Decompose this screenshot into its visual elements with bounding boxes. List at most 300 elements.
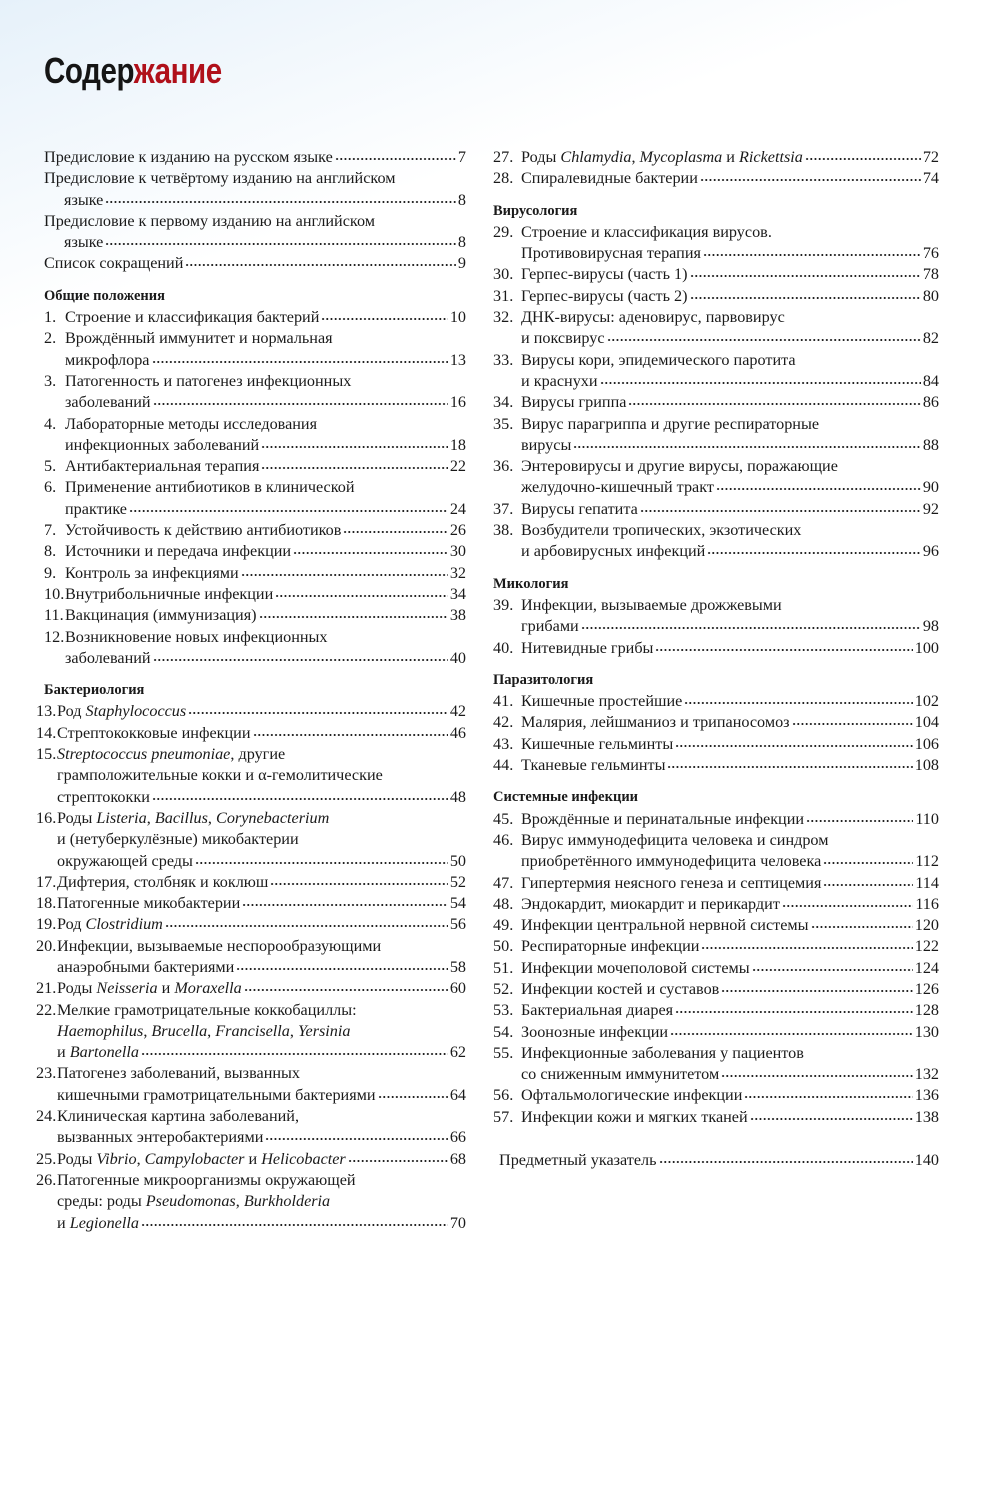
section-heading: Системные инфекции: [493, 789, 639, 806]
line-text: кишечными грамотрицательными бактериями: [57, 1085, 376, 1104]
line-text: Нитевидные грибы: [521, 638, 654, 657]
dot-leader: [165, 914, 448, 928]
page-number: 116: [915, 894, 939, 913]
entry-line: [521, 499, 939, 520]
dot-leader: [185, 253, 456, 267]
toc-entry[interactable]: [44, 307, 466, 328]
line-text: Возбудители тропических, экзотических: [521, 521, 802, 540]
entry-text: [521, 691, 939, 712]
page-number: 64: [449, 1085, 466, 1104]
page-number: 84: [922, 371, 939, 390]
entry-line: [65, 414, 466, 435]
page-number: 72: [922, 148, 939, 166]
line-text: Герпес-вирусы (часть 2): [521, 286, 688, 305]
dot-leader: [253, 723, 448, 737]
entry-number: 15.: [36, 745, 57, 764]
entry-number: 43.: [493, 734, 514, 753]
line-text: Вирус иммунодефицита человека и синдром: [521, 830, 829, 849]
page-number: 26: [449, 521, 466, 540]
toc-entry[interactable]: [493, 734, 939, 755]
line-text: Инфекционные заболевания у пациентов: [521, 1043, 804, 1062]
toc-entry[interactable]: [493, 147, 939, 168]
latin-genus-name: Listeria: [96, 808, 147, 827]
line-text: Роды Vibrio, Campylobacter и Helicobacter: [57, 1149, 346, 1168]
toc-entry[interactable]: [493, 222, 939, 265]
latin-genus-name: Clostridium: [85, 915, 163, 934]
entry-text: [521, 915, 939, 936]
toc-entry[interactable]: [493, 1107, 939, 1128]
toc-entry[interactable]: [36, 723, 466, 744]
dot-leader: [152, 787, 448, 801]
toc-entry[interactable]: [493, 499, 939, 520]
entry-line: [65, 605, 466, 626]
page-number: 18: [449, 435, 466, 454]
dot-leader: [244, 978, 448, 992]
entry-text: [521, 350, 939, 393]
dot-leader: [321, 307, 447, 321]
toc-entry[interactable]: [36, 936, 466, 979]
toc-entry[interactable]: [44, 477, 466, 520]
entry-line: [65, 499, 466, 520]
dot-leader: [752, 958, 913, 972]
entry-text: [65, 307, 466, 328]
entry-text: [65, 328, 466, 371]
line-text: Врождённый иммунитет и нормальная: [65, 329, 333, 348]
page-number: 138: [914, 1107, 939, 1126]
page-number: 34: [449, 584, 466, 603]
page-number: 8: [457, 233, 466, 252]
latin-genus-name: Brucella: [151, 1021, 208, 1040]
line-text: Роды Neisseria и Moraxella: [57, 979, 242, 998]
section-heading: Микология: [493, 575, 569, 592]
toc-entry[interactable]: [44, 520, 466, 541]
entry-line: [57, 1042, 466, 1063]
toc-entry[interactable]: [493, 1043, 939, 1086]
line-text: Лабораторные методы исследования: [65, 414, 318, 433]
entry-line: [521, 435, 939, 456]
line-text: Спиралевидные бактерии: [521, 169, 698, 188]
entry-number: 26.: [36, 1170, 57, 1189]
dot-leader: [153, 392, 448, 406]
entry-text: [521, 734, 939, 755]
page-number: 140: [914, 1151, 939, 1170]
entry-text: [57, 872, 466, 893]
toc-entry[interactable]: [36, 701, 466, 722]
line-text: Инфекции центральной нервной системы: [521, 916, 809, 935]
toc-left-column: [36, 147, 466, 1234]
page-number: 46: [449, 723, 466, 742]
toc-entry[interactable]: [493, 286, 939, 307]
entry-line: [57, 1191, 466, 1212]
entry-line: [521, 222, 939, 243]
dot-leader: [721, 979, 912, 993]
entry-line: [65, 563, 466, 584]
entry-number: 40.: [493, 638, 514, 657]
toc-entry[interactable]: [44, 253, 466, 274]
toc-entry[interactable]: [44, 211, 466, 254]
toc-entry[interactable]: [36, 978, 466, 999]
entry-text: [521, 809, 939, 830]
entry-line: [65, 477, 466, 498]
toc-entry[interactable]: [493, 936, 939, 957]
line-text: Энтеровирусы и другие вирусы, поражающие: [521, 457, 838, 476]
line-text: Кишечные гельминты: [521, 734, 674, 753]
entry-line: [44, 147, 466, 168]
page-number: 24: [449, 499, 466, 518]
page-number: 70: [449, 1213, 466, 1232]
entry-text: [521, 1085, 939, 1106]
dot-leader: [141, 1042, 448, 1056]
entry-line: [521, 595, 939, 616]
page-number: 7: [457, 148, 466, 166]
entry-text: [521, 264, 939, 285]
entry-text: [521, 1000, 939, 1021]
entry-number: 36.: [493, 457, 514, 476]
entry-line: [57, 957, 466, 978]
entry-line: [65, 584, 466, 605]
entry-text: [499, 1150, 939, 1171]
toc-entry[interactable]: [36, 1170, 466, 1234]
entry-number: 33.: [493, 350, 514, 369]
line-text: Род Staphylococcus: [57, 702, 187, 721]
toc-entry[interactable]: [493, 638, 939, 659]
page-number: 90: [922, 478, 939, 497]
entry-line: [57, 1085, 466, 1106]
entry-number: 19.: [36, 915, 57, 934]
line-text: Строение и классификация бактерий: [65, 308, 320, 327]
entry-number: 6.: [44, 478, 57, 497]
entry-line: [521, 168, 939, 189]
page-number: 42: [449, 702, 466, 721]
entry-text: [57, 893, 466, 914]
entry-text: [521, 286, 939, 307]
line-text: желудочно-кишечный тракт: [521, 478, 714, 497]
line-text: ДНК-вирусы: аденовирус, парвовирус: [521, 308, 785, 327]
line-text: Род Clostridium: [57, 915, 163, 934]
line-text: Внутрибольничные инфекции: [65, 584, 274, 603]
entry-text: [521, 1107, 939, 1128]
entry-text: [521, 830, 939, 873]
entry-line: [65, 627, 466, 648]
entry-line: [57, 829, 466, 850]
line-text: Возникновение новых инфекционных: [65, 627, 328, 646]
dot-leader: [270, 872, 447, 886]
line-text: Инфекции мочеполовой системы: [521, 958, 750, 977]
toc-entry[interactable]: [493, 392, 939, 413]
toc-entry[interactable]: [493, 1085, 939, 1106]
line-text: вызванных энтеробактериями: [57, 1128, 264, 1147]
page-number: 104: [914, 713, 939, 732]
line-text: Зоонозные инфекции: [521, 1022, 669, 1041]
entry-number: 17.: [36, 872, 57, 891]
line-text: грамположительные кокки и α-гемолитические: [57, 766, 383, 785]
toc-entry[interactable]: [36, 872, 466, 893]
line-text: Патогенез заболеваний, вызванных: [57, 1064, 300, 1083]
entry-number: 37.: [493, 499, 514, 518]
toc-entry[interactable]: [493, 712, 939, 733]
entry-text: [65, 371, 466, 414]
toc-entry[interactable]: [44, 627, 466, 670]
entry-line: [57, 1106, 466, 1127]
entry-number: 55.: [493, 1043, 514, 1062]
entry-line: [65, 328, 466, 349]
toc-entry[interactable]: [493, 1022, 939, 1043]
toc-entry[interactable]: [44, 541, 466, 562]
toc-entry[interactable]: [44, 414, 466, 457]
toc-entry[interactable]: [44, 147, 466, 168]
toc-entry[interactable]: [44, 328, 466, 371]
line-text: заболеваний: [65, 393, 151, 412]
page-title: [44, 50, 222, 92]
latin-genus-name: Pseudomonas: [145, 1192, 236, 1211]
entry-number: 41.: [493, 692, 514, 711]
entry-number: 9.: [44, 563, 57, 582]
toc-entry[interactable]: [36, 914, 466, 935]
toc-entry[interactable]: [493, 307, 939, 350]
entry-line: [57, 808, 466, 829]
toc-entry[interactable]: [493, 691, 939, 712]
toc-entry[interactable]: [493, 894, 939, 915]
entry-text: [57, 1170, 466, 1234]
entry-line: [57, 1000, 466, 1021]
toc-entry[interactable]: [493, 873, 939, 894]
dot-leader: [236, 957, 447, 971]
entry-text: [521, 1043, 939, 1086]
toc-entry[interactable]: [44, 371, 466, 414]
dot-leader: [261, 435, 448, 449]
entry-line: [521, 734, 939, 755]
dot-leader: [792, 712, 913, 726]
line-text: Источники и передача инфекции: [65, 542, 292, 561]
entry-number: 56.: [493, 1086, 514, 1105]
entry-line: [521, 851, 939, 872]
line-text: Респираторные инфекции: [521, 937, 700, 956]
entry-number: 1.: [44, 308, 57, 327]
entry-line: [521, 350, 939, 371]
entry-line: [521, 264, 939, 285]
page-number: 122: [914, 937, 939, 956]
toc-entry[interactable]: [493, 456, 939, 499]
dot-leader: [261, 456, 447, 470]
toc-entry[interactable]: [36, 744, 466, 808]
entry-line: [521, 328, 939, 349]
entry-text: [57, 701, 466, 722]
entry-text: [521, 222, 939, 265]
dot-leader: [242, 893, 448, 907]
section-heading: Паразитология: [493, 671, 594, 688]
entry-line: [521, 809, 939, 830]
toc-entry[interactable]: [44, 605, 466, 626]
entry-text: [521, 595, 939, 638]
page-number: 22: [449, 457, 466, 476]
toc-entry[interactable]: [44, 456, 466, 477]
page-number: 32: [449, 563, 466, 582]
line-text: Патогенные микобактерии: [57, 894, 241, 913]
page-number: 120: [914, 916, 939, 935]
latin-genus-name: Chlamydia: [560, 148, 632, 166]
entry-line: [521, 894, 939, 915]
latin-genus-name: Staphylococcus: [85, 702, 187, 721]
toc-entry[interactable]: [493, 958, 939, 979]
page-number: 30: [449, 542, 466, 561]
entry-line: [521, 371, 939, 392]
toc-entry[interactable]: [493, 830, 939, 873]
entry-text: [65, 414, 466, 457]
entry-text: [65, 605, 466, 626]
toc-entry[interactable]: [493, 350, 939, 393]
dot-leader: [659, 1150, 913, 1164]
entry-number: 29.: [493, 222, 514, 241]
line-text: Патогенность и патогенез инфекционных: [65, 371, 352, 390]
section-heading: Общие положения: [44, 287, 165, 304]
page-number: 102: [914, 692, 939, 711]
line-text: Список сокращений: [44, 254, 184, 273]
toc-entry[interactable]: [36, 1149, 466, 1170]
toc-entry[interactable]: [44, 168, 466, 211]
dot-leader: [188, 701, 448, 715]
entry-number: 27.: [493, 148, 514, 166]
line-text: Применение антибиотиков в клинической: [65, 478, 355, 497]
line-text: инфекционных заболеваний: [65, 435, 260, 454]
page-number: 86: [922, 393, 939, 412]
toc-entry[interactable]: [493, 595, 939, 638]
entry-line: [57, 1149, 466, 1170]
line-text: Предисловие к четвёртому изданию на английском: [44, 169, 396, 188]
entry-text: [521, 936, 939, 957]
entry-text: [57, 914, 466, 935]
entry-line: [521, 691, 939, 712]
entry-text: [44, 211, 466, 254]
dot-leader: [607, 328, 921, 342]
page-number: 60: [449, 979, 466, 998]
entry-number: 21.: [36, 979, 57, 998]
page-number: 92: [922, 499, 939, 518]
entry-text: [57, 1000, 466, 1064]
toc-entry[interactable]: [493, 755, 939, 776]
entry-text: [65, 520, 466, 541]
toc-entry[interactable]: [36, 1000, 466, 1064]
entry-line: [57, 893, 466, 914]
toc-entry[interactable]: [36, 808, 466, 872]
line-text: Устойчивость к действию антибиотиков: [65, 521, 342, 540]
toc-entry[interactable]: [493, 264, 939, 285]
dot-leader: [348, 1149, 448, 1163]
dot-leader: [703, 243, 921, 257]
dot-leader: [259, 605, 448, 619]
page-number: 8: [457, 190, 466, 209]
toc-entry[interactable]: [44, 584, 466, 605]
entry-line: [57, 701, 466, 722]
page-number: 132: [914, 1065, 939, 1084]
entry-text: [521, 520, 939, 563]
entry-number: 4.: [44, 414, 57, 433]
page-number: 76: [922, 244, 939, 263]
entry-number: 8.: [44, 542, 57, 561]
line-text: практике: [65, 499, 127, 518]
entry-text: [521, 1022, 939, 1043]
toc-entry[interactable]: [493, 168, 939, 189]
entry-number: 31.: [493, 286, 514, 305]
latin-genus-name: Mycoplasma: [639, 148, 723, 166]
entry-line: [521, 243, 939, 264]
page-number: 68: [449, 1149, 466, 1168]
line-text: стрептококки: [57, 787, 150, 806]
line-text: и Legionella: [57, 1213, 139, 1232]
page-number: 13: [449, 350, 466, 369]
toc-entry[interactable]: [44, 563, 466, 584]
entry-number: 38.: [493, 521, 514, 540]
dot-leader: [378, 1085, 448, 1099]
entry-text: [44, 147, 466, 168]
toc-entry[interactable]: [493, 979, 939, 1000]
toc-entry[interactable]: [493, 1000, 939, 1021]
toc-entry[interactable]: [36, 1106, 466, 1149]
entry-number: 46.: [493, 830, 514, 849]
entry-line: [57, 744, 466, 765]
page-number: 126: [914, 979, 939, 998]
entry-number: 28.: [493, 169, 514, 188]
line-text: Haemophilus, Brucella, Francisella, Yersinia: [57, 1021, 351, 1040]
entry-line: [521, 958, 939, 979]
entry-line: [499, 1150, 939, 1171]
line-text: Герпес-вирусы (часть 1): [521, 265, 688, 284]
latin-genus-name: Corynebacterium: [216, 808, 330, 827]
page-number: 98: [922, 617, 939, 636]
entry-line: [521, 1000, 939, 1021]
toc-entry[interactable]: [493, 414, 939, 457]
entry-line: [521, 1064, 939, 1085]
line-text: Контроль за инфекциями: [65, 563, 239, 582]
line-text: Строение и классификация вирусов.: [521, 222, 772, 241]
dot-leader: [811, 915, 913, 929]
toc-entry[interactable]: [493, 1150, 939, 1171]
entry-line: [521, 1022, 939, 1043]
entry-number: 13.: [36, 702, 57, 721]
entry-number: 11.: [44, 606, 64, 625]
entry-number: 35.: [493, 414, 514, 433]
entry-line: [521, 1043, 939, 1064]
toc-entry[interactable]: [493, 520, 939, 563]
dot-leader: [750, 1107, 913, 1121]
page-number: 108: [914, 756, 939, 775]
line-text: Антибактериальная терапия: [65, 457, 260, 476]
entry-number: 39.: [493, 595, 514, 614]
page-number: 58: [449, 957, 466, 976]
toc-entry[interactable]: [36, 893, 466, 914]
entry-number: 51.: [493, 958, 514, 977]
latin-genus-name: Streptococcus pneumoniae: [57, 745, 231, 764]
entry-line: [65, 541, 466, 562]
dot-leader: [152, 350, 448, 364]
line-text: Гипертермия неясного генеза и септицемия: [521, 873, 822, 892]
page-number: 9: [457, 254, 466, 273]
toc-entry[interactable]: [493, 915, 939, 936]
line-text: Врождённые и перинатальные инфекции: [521, 809, 805, 828]
entry-text: [65, 584, 466, 605]
entry-text: [57, 808, 466, 872]
line-text: вирусы: [521, 435, 572, 454]
entry-line: [44, 190, 466, 211]
entry-number: 44.: [493, 756, 514, 775]
dot-leader: [241, 563, 448, 577]
entry-number: 50.: [493, 937, 514, 956]
entry-line: [521, 286, 939, 307]
line-text: Стрептококковые инфекции: [57, 723, 251, 742]
entry-number: 2.: [44, 329, 57, 348]
dot-leader: [581, 616, 921, 630]
toc-entry[interactable]: [493, 809, 939, 830]
toc-entry[interactable]: [36, 1063, 466, 1106]
